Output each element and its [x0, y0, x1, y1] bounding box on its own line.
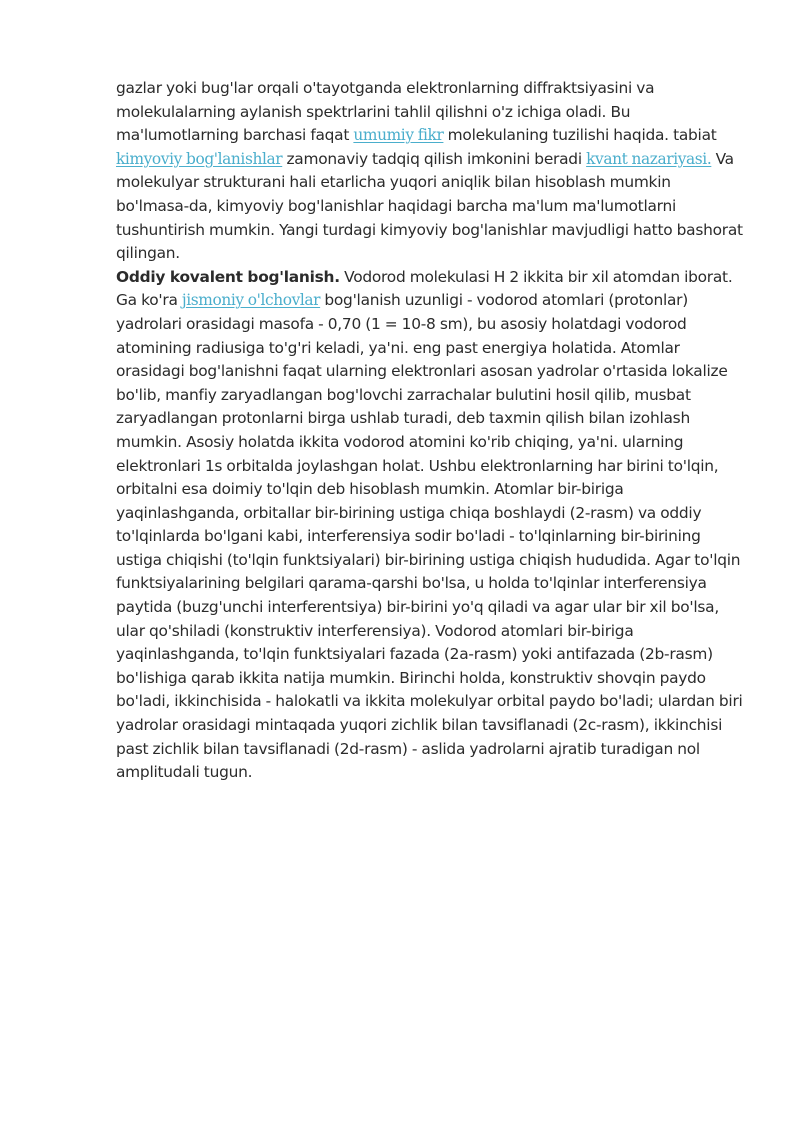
link-kimyoviy-boglanishlar[interactable]: kimyoviy bog'lanishlar	[116, 149, 283, 168]
paragraph-text: Va molekulyar strukturani hali etarlicha yuqori aniqlik bilan hisoblash mumkin bo'lmasa-da, kimyoviy bog'lanishlar haqidagi barcha ma'lum ma'lumotlarni tushuntirish mumkin. Yangi turdagi kimyoviy bog'lanishlar mavjudligi hatto bashorat qilingan.	[116, 149, 743, 263]
paragraph-text: bog'lanish uzunligi - vodorod atomlari (protonlar) yadrolari orasidagi masofa - 0,70 (1 = 10-8 sm), bu asosiy holatdagi vodorod atomining radiusiga to'g'ri keladi, ya'ni. eng past energiya holatida. Atomlar orasidagi bog'lanishni faqat ularning elektronlari asosan yadrolar o'rtasida lokalize bo'lib, manfiy zaryadlangan bog'lovchi zarrachalar bulutini hosil qilib, musbat zaryadlangan protonlarni birga ushlab turadi, deb taxmin qilish bilan izohlash mumkin. Asosiy holatda ikkita vodorod atomini ko'rib chiqing, ya'ni. ularning elektronlari 1s orbitalda joylashgan holat. Ushbu elektronlarning har birini to'lqin, orbitalni esa doimiy to'lqin deb hisoblash mumkin. Atomlar bir-biriga yaqinlashganda, orbitallar bir-birining ustiga chiqa boshlaydi (2-rasm) va oddiy to'lqinlarda bo'lgani kabi, interferensiya sodir bo'ladi - to'lqinlarning bir-birining ustiga chiqishi (to'lqin funktsiyalari) bir-birining ustiga chiqish hududida. Agar to'lqin funktsiyalarining belgilari qarama-qarshi bo'lsa, u holda to'lqinlar interferensiya paytida (buzg'unchi interferentsiya) bir-birini yo'q qiladi va agar ular bir xil bo'lsa, ular qo'shiladi (konstruktiv interferensiya). Vodorod atomlari bir-biriga yaqinlashganda, to'lqin funktsiyalari fazada (2a-rasm) yoki antifazada (2b-rasm) bo'lishiga qarab ikkita natija mumkin. Birinchi holda, konstruktiv shovqin paydo bo'ladi, ikkinchisida - halokatli va ikkita molekulyar orbital paydo bo'ladi; ulardan biri yadrolar orasidagi mintaqada yuqori zichlik bilan tavsiflanadi (2c-rasm), ikkinchisi past zichlik bilan tavsiflanadi (2d-rasm) - aslida yadrolarni ajratib turadigan nol amplitudali tugun.	[116, 291, 743, 782]
section-heading: Oddiy kovalent bog'lanish.	[116, 267, 340, 286]
link-umumiy-fikr[interactable]: umumiy fikr	[353, 126, 444, 145]
paragraph-text: gazlar yoki bug'lar orqali o'tayotganda elektronlarning diffraktsiyasini va molekulalarning aylanish spektrlarini tahlil qilishni o'z ichiga oladi. Bu ma'lumotlarning barchasi faqat	[116, 79, 655, 145]
paragraph-intro	[116, 77, 746, 266]
link-jismoniy-olchovlar[interactable]: jismoniy o'lchovlar	[181, 291, 321, 310]
paragraph-text: Vodorod molekulasi H 2 ikkita bir xil atomdan iborat. Ga ko'ra	[116, 267, 733, 310]
paragraph-text: molekulaning tuzilishi haqida. tabiat	[443, 126, 717, 145]
link-kvant-nazariyasi[interactable]: kvant nazariyasi.	[586, 149, 712, 168]
paragraph-text: zamonaviy tadqiq qilish imkonini beradi	[282, 149, 587, 168]
document-body	[116, 77, 746, 785]
paragraph-covalent-bond	[116, 266, 746, 785]
